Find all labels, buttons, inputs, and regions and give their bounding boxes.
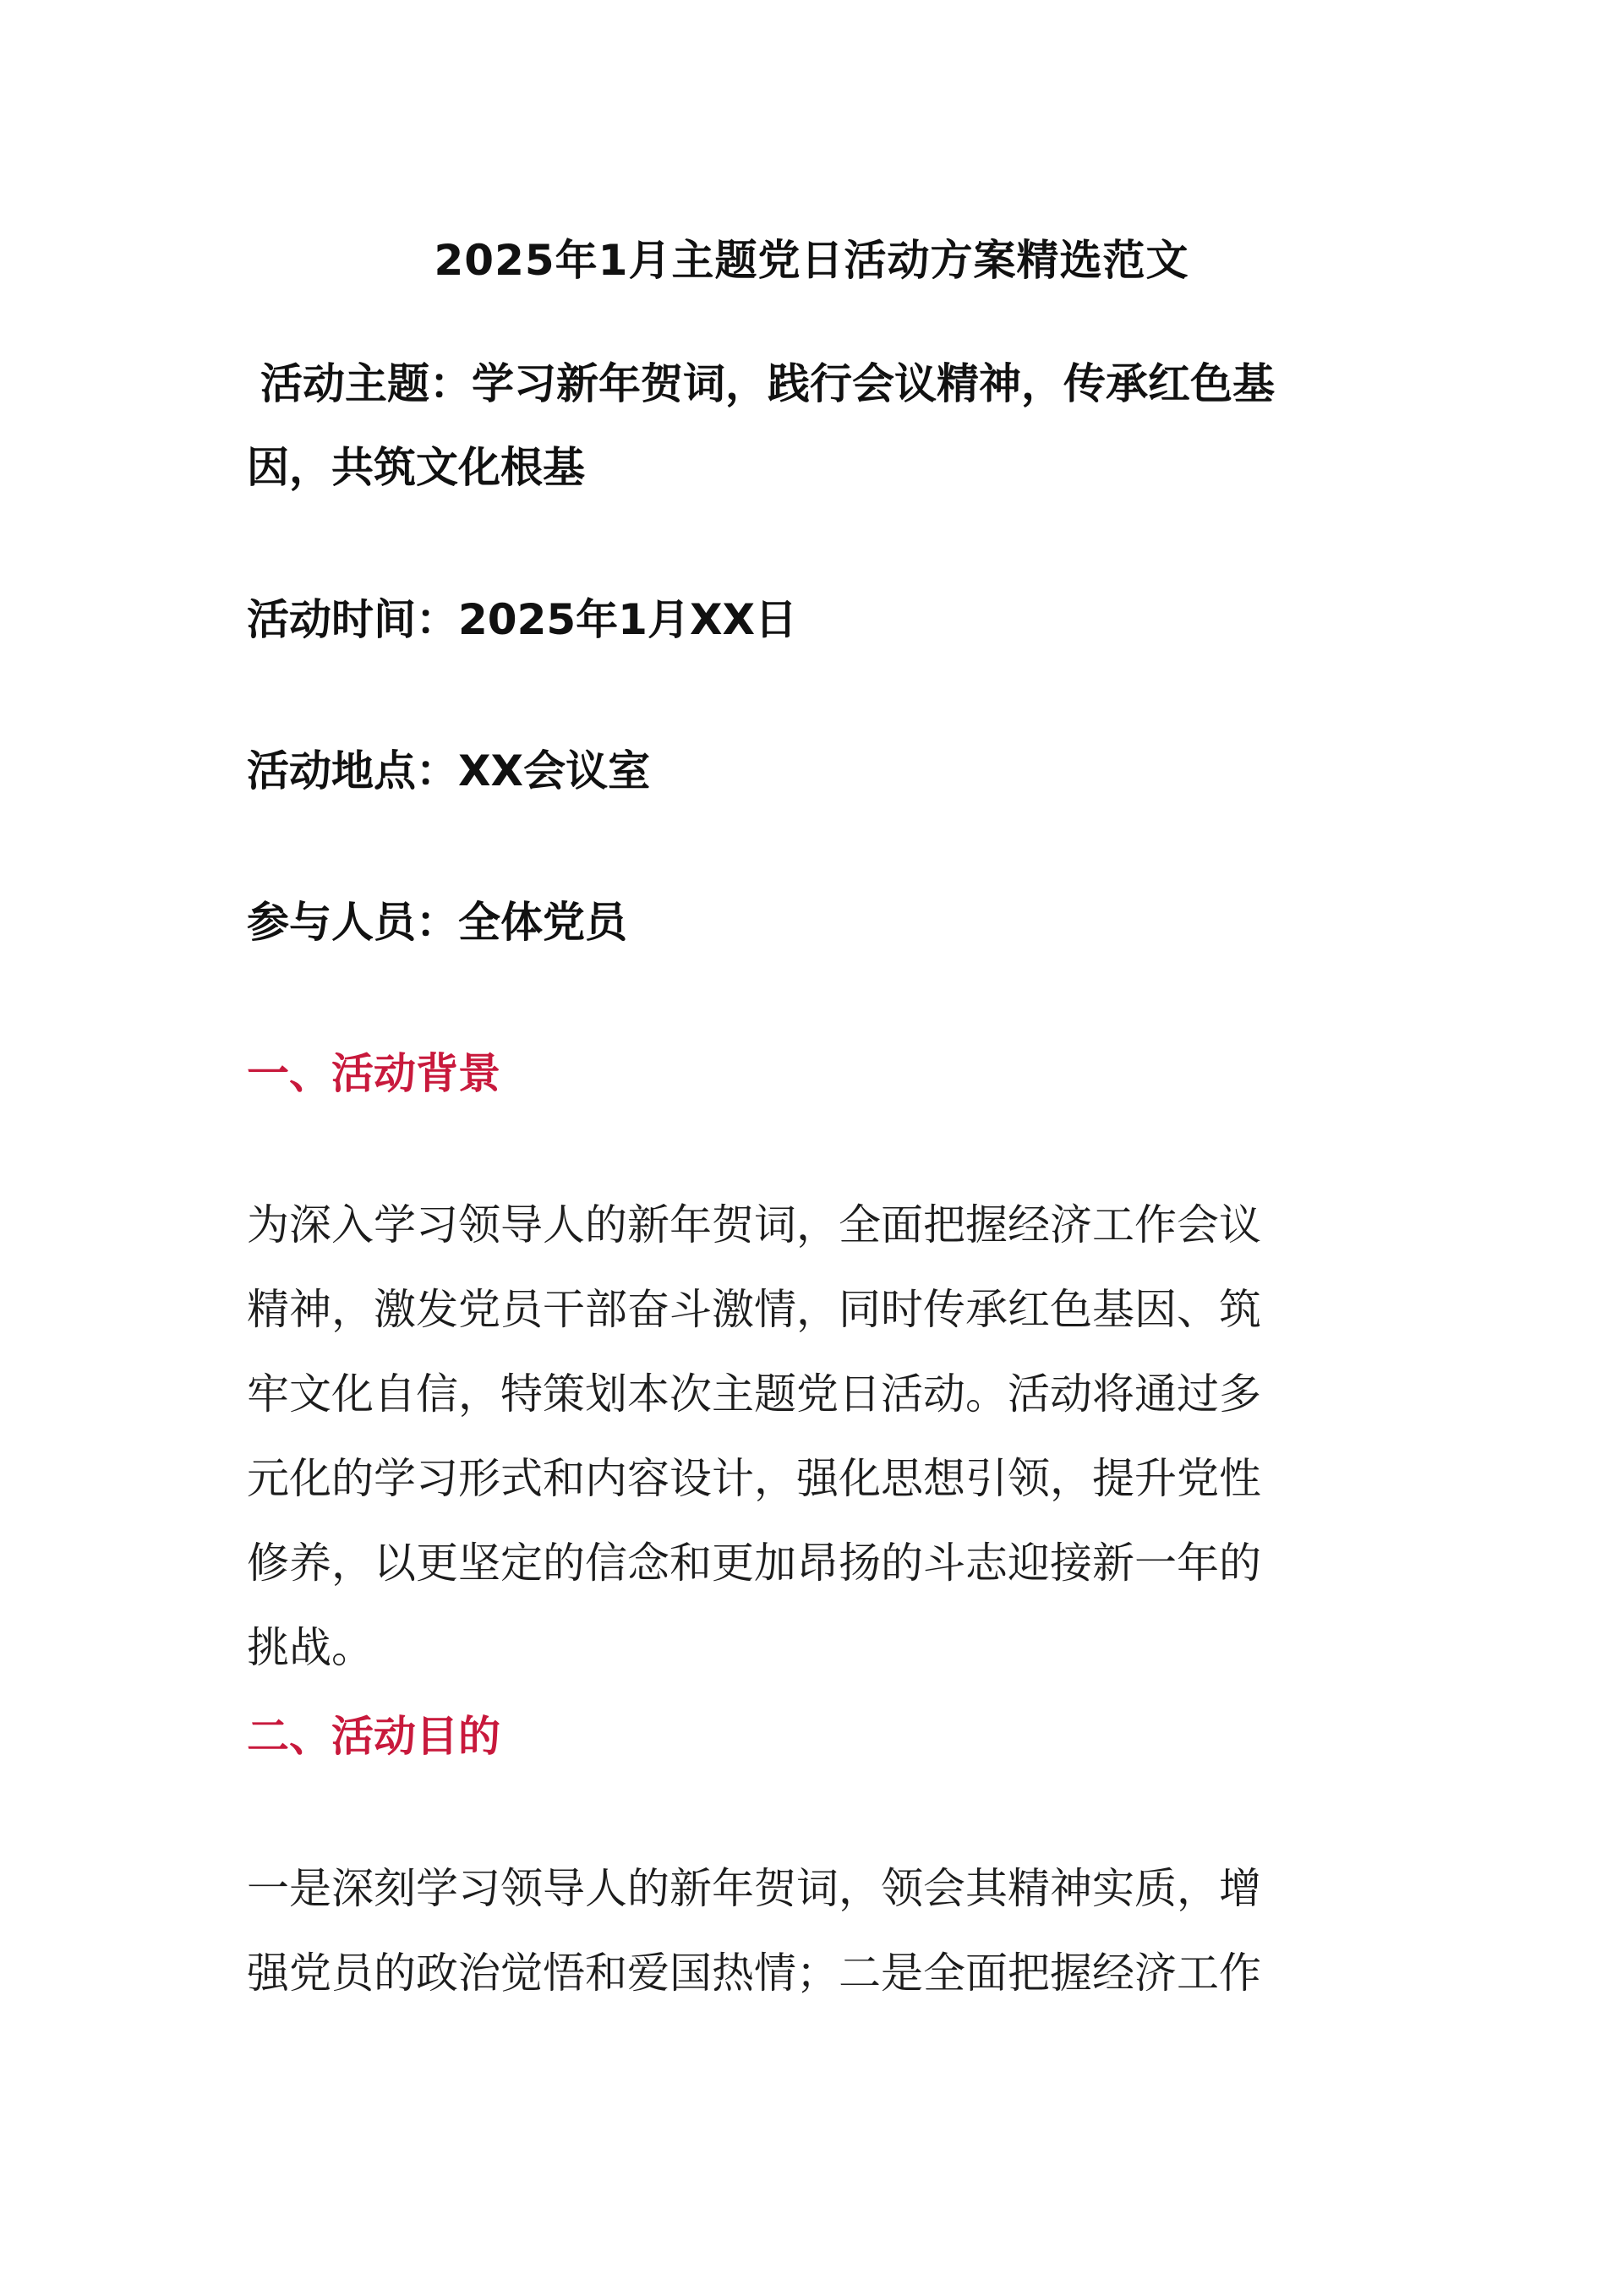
theme-value-1: 学习新年贺词，践行会议精神，传承红色基 [472, 359, 1275, 408]
section-1-paragraph-line: 挑战。 [247, 1623, 374, 1672]
section-1-heading: 一、活动背景 [247, 1049, 500, 1098]
section-2-paragraph-line: 一是深刻学习领导人的新年贺词，领会其精神实质，增 [247, 1864, 1261, 1913]
participants-line [247, 880, 1413, 965]
time-label: 活动时间： [247, 595, 458, 644]
location-label: 活动地点： [247, 746, 458, 795]
location-value: XX会议室 [458, 746, 651, 795]
time-line [247, 577, 1413, 662]
time-value: 2025年1月XX日 [458, 595, 798, 644]
theme-line-1 [260, 342, 1427, 426]
location-line [247, 729, 1413, 813]
section-2-heading: 二、活动目的 [247, 1712, 500, 1761]
section-1-paragraph-line: 为深入学习领导人的新年贺词，全面把握经济工作会议 [247, 1200, 1261, 1249]
theme-line-2: 因，共筑文化根基 [247, 443, 585, 492]
section-1-paragraph-line: 修养，以更坚定的信念和更加昂扬的斗志迎接新一年的 [247, 1539, 1261, 1588]
section-1-paragraph-line: 元化的学习形式和内容设计，强化思想引领，提升党性 [247, 1454, 1261, 1503]
participants-value: 全体党员 [458, 898, 627, 947]
participants-label: 参与人员： [247, 898, 458, 947]
section-1-paragraph-line: 精神，激发党员干部奋斗激情，同时传承红色基因、筑 [247, 1285, 1261, 1334]
section-2-paragraph-line: 强党员的政治觉悟和爱国热情；二是全面把握经济工作 [247, 1949, 1261, 1998]
document-title: 2025年1月主题党日活动方案精选范文 [434, 236, 1189, 285]
theme-label: 活动主题： [260, 359, 472, 408]
section-1-paragraph-line: 牢文化自信，特策划本次主题党日活动。活动将通过多 [247, 1369, 1261, 1419]
